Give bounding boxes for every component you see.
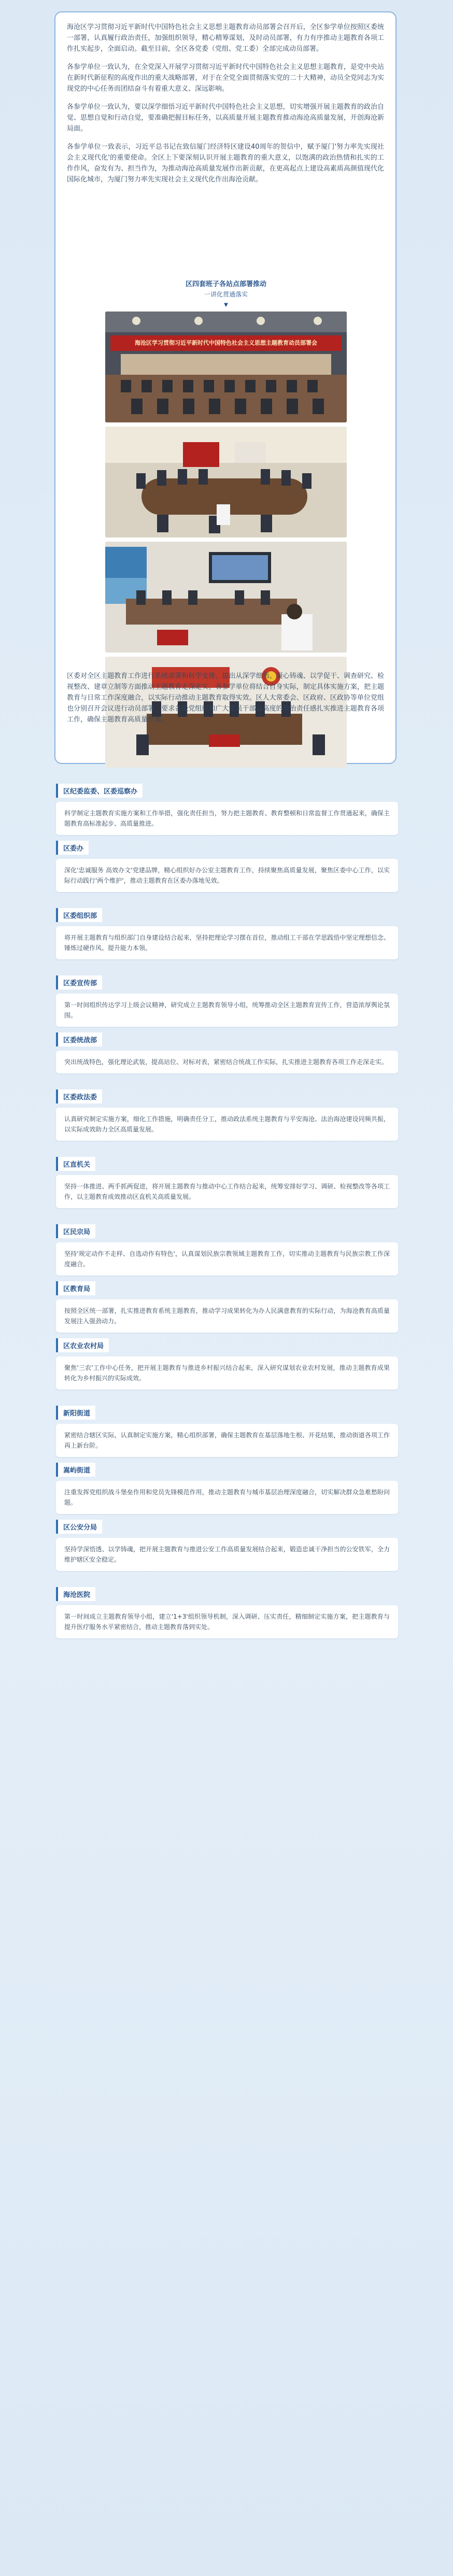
section-title: 区教育局 xyxy=(56,1281,95,1295)
photo-gallery-subtitle: 一讲化贯通落实 xyxy=(204,291,248,298)
section-body: 第一时间成立主题教育领导小组，建立'1+3'组织领导机制，深入调研、压实责任，精细制定实施方案，把主题教育与提升医疗服务水平紧密结合，推动主题教育落到实处。 xyxy=(56,1605,398,1638)
photo-gallery-title: 区四套班子各站点部署推动 xyxy=(185,280,266,288)
section-body: 认真研究制定实施方案，细化工作措施，明确责任分工，推动政法系统主题教育与平安海沧、法治海沧建设同频共振，以实际成效助力全区高质量发展。 xyxy=(56,1108,398,1141)
section-title: 区农业农村局 xyxy=(56,1338,109,1352)
intro-paragraph-4: 各参学单位一致表示，习近平总书记在致信厦门经济特区建设40周年的贺信中，赋予厦门'努力率先实现社会主义现代化'的重要使命。全区上下要深刻认识开展主题教育的重大意义，以饱满的政治热情和扎实的工作作风，奋发有为、担当作为，为推动海沧高质量发展作出新贡献，在更高起点上建设高素质高颜值现代化国际化城市，为厦门努力率先实现社会主义现代化作出海沧贡献。 xyxy=(67,143,384,183)
section-title: 区委组织部 xyxy=(56,908,102,922)
section-body: 突出统战特色，强化理论武装，提高站位、对标对表，紧密结合统战工作实际，扎实推进主题教育各项工作走深走实。 xyxy=(56,1051,398,1073)
section-body: 坚持'规定动作不走样、自选动作有特色'，认真谋划民族宗教领域主题教育工作，切实推动主题教育与民族宗教工作深度融合。 xyxy=(56,1242,398,1276)
section-political-legal xyxy=(56,1089,398,1157)
section-organization xyxy=(56,908,398,975)
section-district-office xyxy=(56,841,398,908)
article-card xyxy=(54,11,397,764)
section-body: 第一时间组织传达学习上级会议精神，研究成立主题教育领导小组，统筹推动全区主题教育宣传工作，营造浓厚舆论氛围。 xyxy=(56,994,398,1027)
section-body: 聚焦'三农'工作中心任务，把开展主题教育与推进乡村振兴结合起来，深入研究谋划农业农村发展，推动主题教育成果转化为乡村振兴的实际成效。 xyxy=(56,1356,398,1390)
section-body: 坚持一体推进、两手抓两促进，将开展主题教育与推动中心工作结合起来，统筹安排好学习、调研、检视整改等各项工作，以主题教育成效推动区直机关高质量发展。 xyxy=(56,1175,398,1208)
section-united-front xyxy=(56,1032,398,1089)
section-title: 区公安分局 xyxy=(56,1520,102,1534)
section-title: 区委办 xyxy=(56,841,89,855)
intro-paragraph-2: 各参学单位一致认为，在全党深入开展学习贯彻习近平新时代中国特色社会主义思想主题教育，是党中央站在新时代新征程的高度作出的重大战略部署，对于在全党全面贯彻落实党的二十大精神，动员全党同志为实现党的中心任务而团结奋斗有着重大意义、深远影响。 xyxy=(67,63,384,93)
photo-banner-text: 海沧区学习贯彻习近平新时代中国特色社会主义思想主题教育动员部署会 xyxy=(135,339,317,346)
section-public-security xyxy=(56,1520,398,1587)
meeting-photo-2 xyxy=(105,427,347,537)
section-ethnic-religious xyxy=(56,1224,398,1281)
section-publicity xyxy=(56,975,398,1032)
section-title: 区直机关 xyxy=(56,1157,95,1171)
section-title: 海沧医院 xyxy=(56,1587,95,1601)
meeting-photo-1 xyxy=(105,312,347,422)
section-body: 按照全区统一部署，扎实推进教育系统主题教育，推动学习成果转化为办人民满意教育的实际行动，为海沧教育高质量发展注入强劲动力。 xyxy=(56,1299,398,1333)
section-agriculture xyxy=(56,1338,398,1406)
section-title: 新阳街道 xyxy=(56,1406,95,1420)
unit-sections xyxy=(56,784,398,1654)
section-title: 区纪委监委、区委巡察办 xyxy=(56,784,143,798)
intro-paragraph-1: 海沧区学习贯彻习近平新时代中国特色社会主义思想主题教育动员部署会召开后，全区参学单位按照区委统一部署，认真履行政治责任，加强组织领导，精心精筹谋划，及时动员部署，有力有序推动主题教育各项工作扎实起步，全面启动。截至目前，全区各党委（党组、党工委）全部完成动员部署。 xyxy=(67,23,384,53)
section-title: 区委宣传部 xyxy=(56,975,102,989)
intro-paragraph-3: 各参学单位一致认为，要以深学细悟习近平新时代中国特色社会主义思想，切实增强开展主题教育的政治自觉、思想自觉和行动自觉，要准确把握目标任务，以高质量开展主题教育推动海沧高质量发展，开创海沧新局面。 xyxy=(67,103,384,133)
section-xinyang-street xyxy=(56,1406,398,1463)
photo-gallery xyxy=(105,279,347,824)
down-arrow-icon: ▼ xyxy=(224,302,228,308)
closing-paragraph: 区委对全区主题教育工作进行系统部署和科学安排，提出从深学细悟、凝心铸魂、以学促干、调查研究、检视整改、建章立制等方面推动主题教育走深走实。各参学单位将结合自身实际，制定具体实施方案，把主题教育与日常工作深度融合，以实际行动推动主题教育取得实效。区人大常委会、区政府、区政协等单位党组也分别召开会议进行动员部署，要求各级党组织和广大党员干部以高度的政治责任感扎实推进主题教育各项工作，确保主题教育高质量开展。 xyxy=(67,672,384,724)
section-discipline xyxy=(56,784,398,841)
section-education xyxy=(56,1281,398,1338)
section-organs xyxy=(56,1157,398,1224)
section-body: 科学制定主题教育实施方案和工作举措，强化责任担当，努力把主题教育、教育整顿和日常监督工作贯通起来，确保主题教育高标准起步、高质量推进。 xyxy=(56,802,398,835)
section-body: 坚持学深悟透、以学铸魂，把开展主题教育与推进公安工作高质量发展结合起来，锻造忠诚干净担当的公安铁军，全力维护辖区安全稳定。 xyxy=(56,1538,398,1571)
section-hospital xyxy=(56,1587,398,1654)
section-title: 区委政法委 xyxy=(56,1089,102,1103)
section-songyu-street xyxy=(56,1463,398,1520)
section-body: 将开展主题教育与组织部门自身建设结合起来，坚持把理论学习摆在首位，推动组工干部在学思践悟中坚定理想信念、锤炼过硬作风、提升能力本领。 xyxy=(56,926,398,959)
section-title: 区委统战部 xyxy=(56,1032,102,1046)
section-body: 深化'忠诚服务 高效办文'党建品牌，精心组织好办公室主题教育工作，持续聚焦高质量发展，聚焦区委中心工作，以实际行动践行'两个维护'，推动主题教育在区委办落地见效。 xyxy=(56,859,398,892)
section-title: 区民宗局 xyxy=(56,1224,95,1238)
meeting-photo-3 xyxy=(105,542,347,653)
section-body: 紧密结合辖区实际，认真制定实施方案，精心组织部署，确保主题教育在基层落地生根、开花结果，推动街道各项工作再上新台阶。 xyxy=(56,1424,398,1457)
section-body: 注重发挥党组织战斗堡垒作用和党员先锋模范作用，推动主题教育与城市基层治理深度融合，切实解决群众急难愁盼问题。 xyxy=(56,1481,398,1514)
section-title: 嵩屿街道 xyxy=(56,1463,95,1477)
